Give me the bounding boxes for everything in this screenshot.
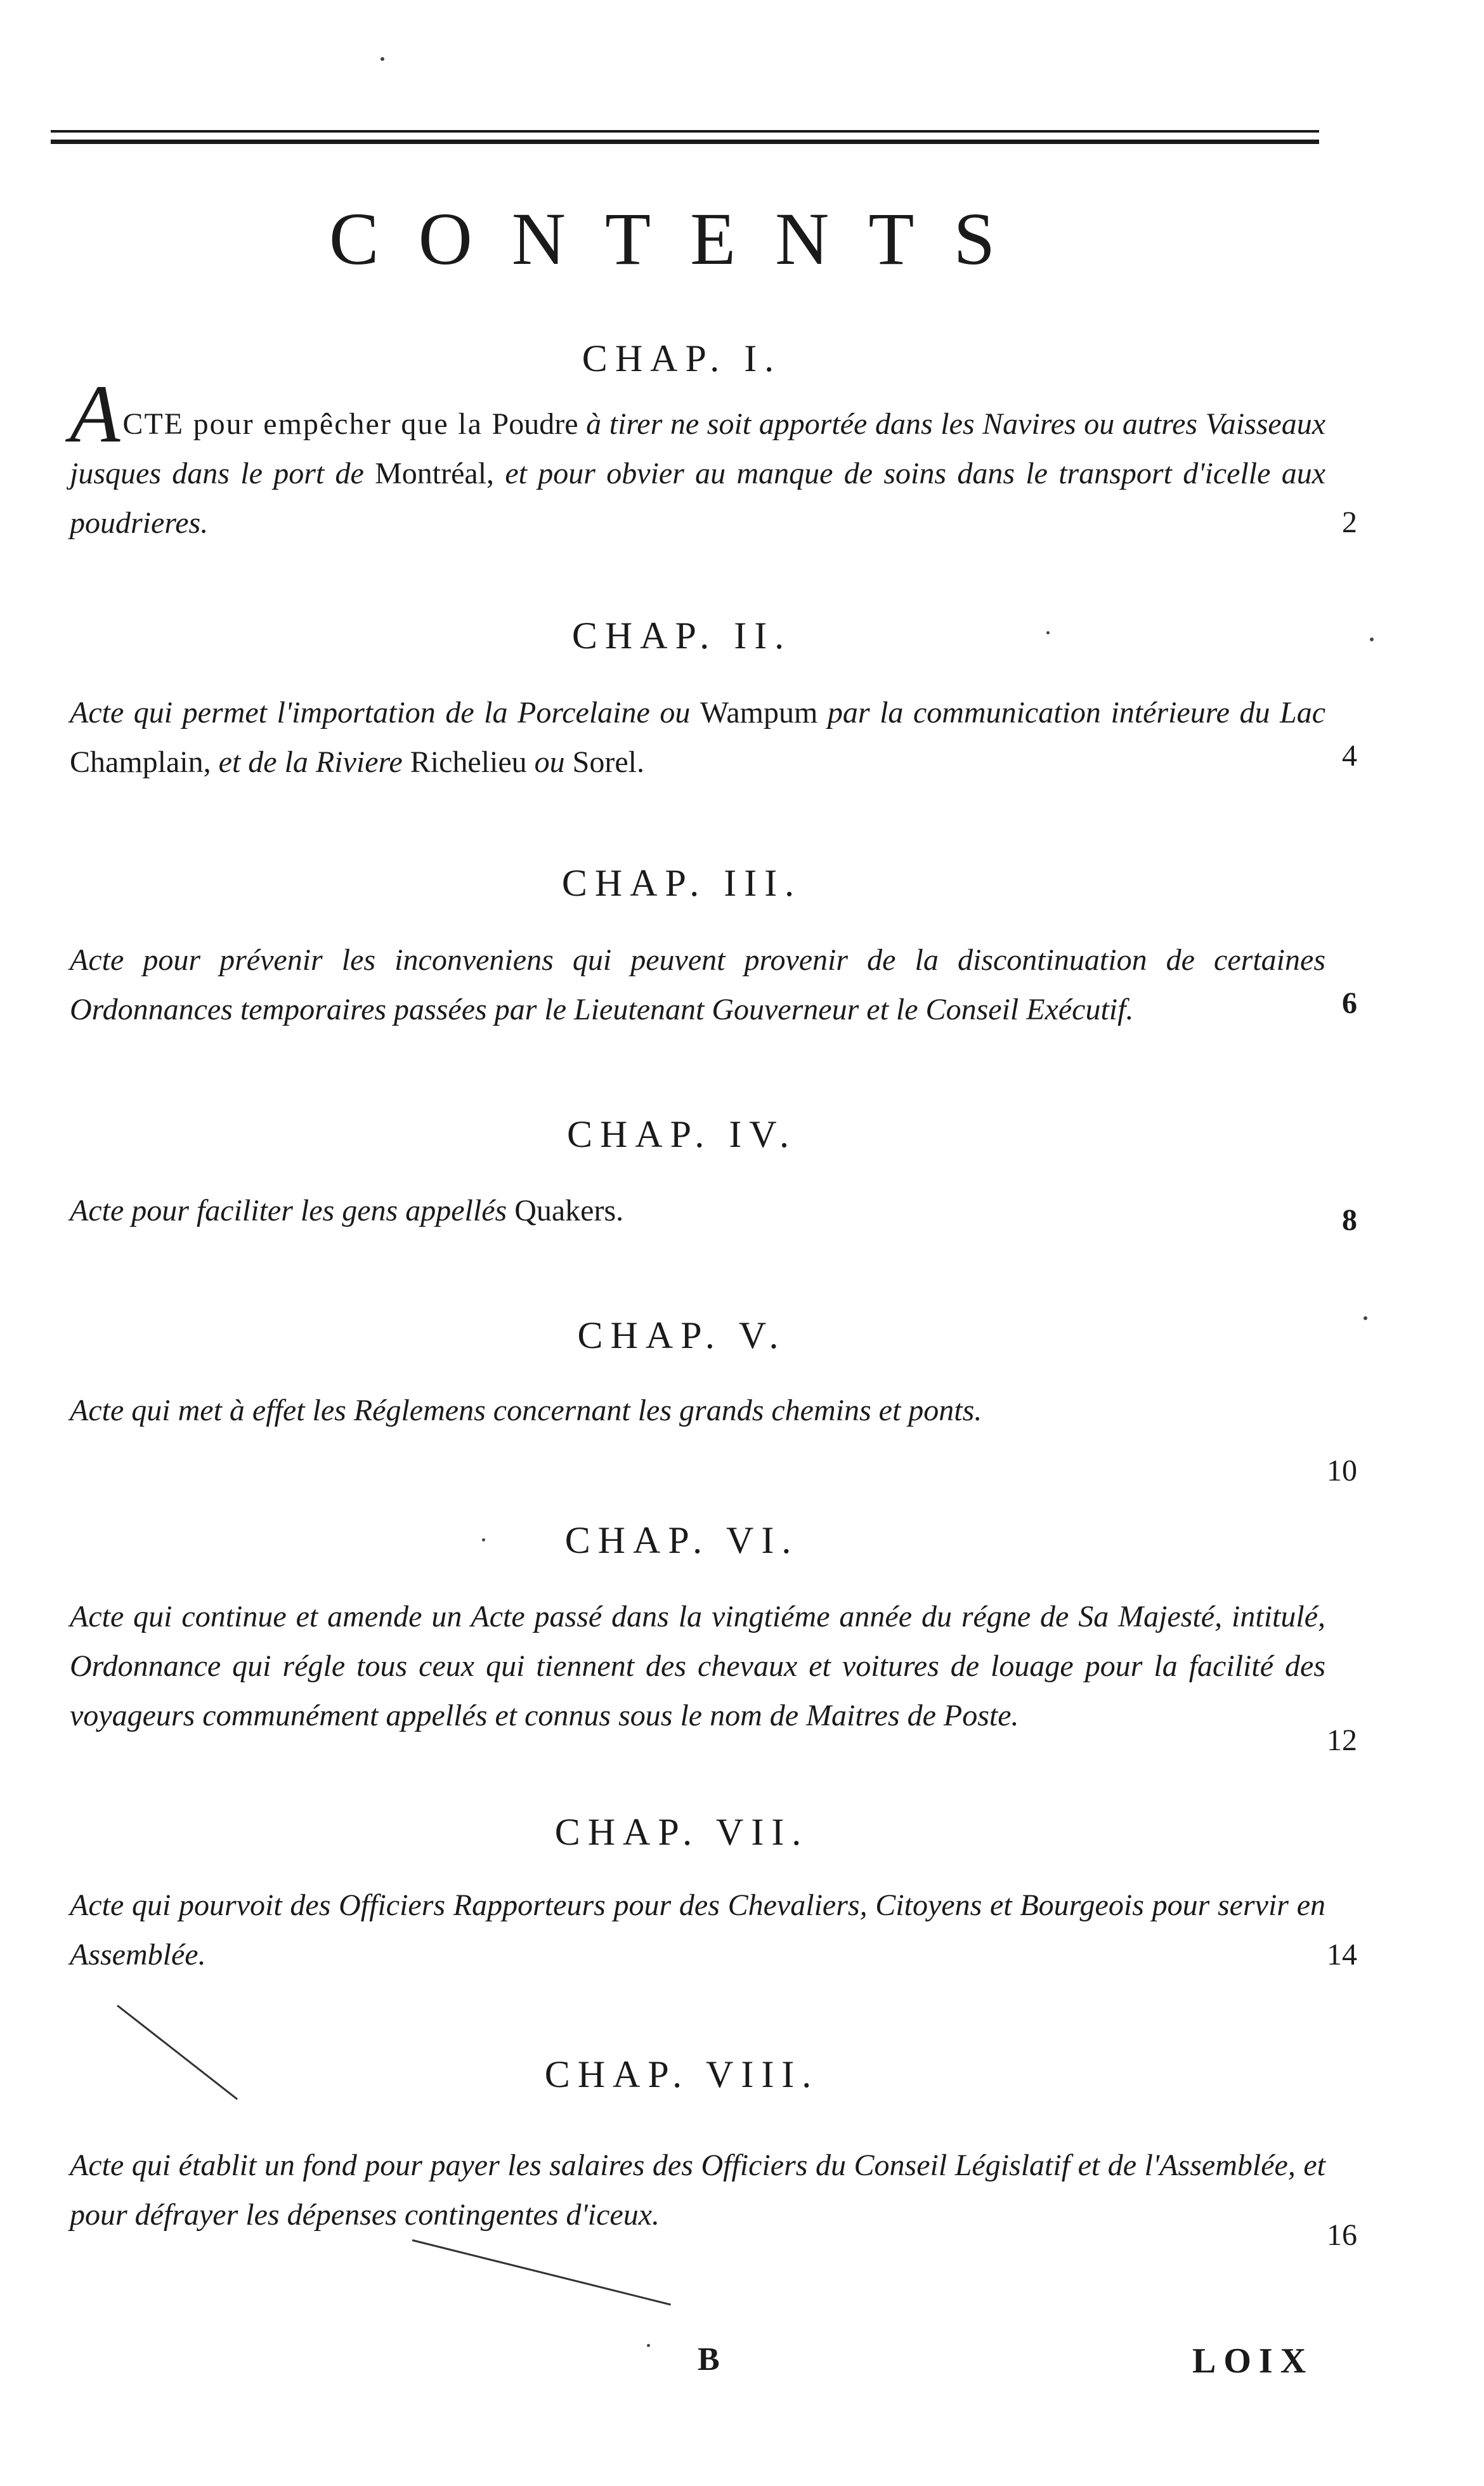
page-number: 10 [1327, 1454, 1357, 1488]
page-number: 14 [1327, 1938, 1357, 1972]
ink-speck [1046, 631, 1050, 634]
page-title: CONTENTS [329, 197, 1035, 280]
chapter-heading: CHAP. V. [577, 1314, 786, 1356]
chapter-entry: Acte qui met à effet les Réglemens concernant les grands chemins et ponts. [70, 1394, 982, 1427]
chapter-heading: CHAP. VIII. [544, 2053, 819, 2095]
ink-speck [1364, 1316, 1367, 1320]
page-number: 4 [1342, 739, 1357, 773]
ink-speck [381, 57, 384, 61]
chapter-entry: Acte qui permet l'importation de la Porcelaine ou Wampum par la communication intérieure du Lac Champlain, et de la Riviere Richelieu ou Sorel. [70, 696, 1326, 779]
chapter-heading: CHAP. I. [582, 337, 782, 379]
chapter-entry: Acte qui établit un fond pour payer les salaires des Officiers du Conseil Législatif et de l'Assemblée, et pour défrayer les dépenses contingentes d'iceux. [70, 2149, 1325, 2232]
ink-speck [1370, 638, 1374, 641]
chapter-heading: CHAP. III. [561, 862, 802, 904]
chapter-entry: Acte pour prévenir les inconveniens qui peuvent provenir de la discontinuation de certaines Ordonnances temporaires passées par le Lieutenant Gouverneur et le Conseil Exécutif. [70, 943, 1325, 1026]
page-number: 6 [1342, 986, 1357, 1020]
chapter-entry: Acte pour faciliter les gens appellés Quakers. [70, 1194, 624, 1227]
ink-speck [482, 1538, 485, 1541]
chapter-heading: CHAP. VI. [564, 1519, 799, 1561]
page-number: 8 [1342, 1203, 1357, 1237]
page-number: 2 [1342, 506, 1357, 539]
chapter-heading: CHAP. IV. [567, 1113, 797, 1155]
header-rule [51, 130, 1319, 144]
drop-cap: A [70, 369, 120, 460]
ink-speck [647, 2344, 650, 2347]
page-number: 12 [1327, 1724, 1357, 1757]
chapter-entry: ACTE pour empêcher que la Poudre à tirer ne soit apportée dans les Navires ou autres Vaisseaux jusques dans le port de Montréal, et pour obvier au manque de soins dans le transport d'icelle aux poudrieres. [70, 369, 1326, 540]
chapter-heading: CHAP. II. [571, 615, 792, 657]
page-number: 16 [1327, 2218, 1357, 2252]
chapter-entry: Acte qui pourvoit des Officiers Rapporteurs pour des Chevaliers, Citoyens et Bourgeois pour servir en Assemblée. [70, 1888, 1325, 1972]
chapter-heading: CHAP. VII. [554, 1811, 809, 1853]
stray-pen-mark [412, 2239, 671, 2306]
chapter-entry: Acte qui continue et amende un Acte passé dans la vingtiéme année du régne de Sa Majesté, intitulé, Ordonnance qui régle tous ceux qui tiennent des chevaux et voitures de louage pour la facilité des voyageurs communément appellés et connus sous le nom de Maitres de Poste. [70, 1600, 1325, 1732]
catchword: LOIX [1192, 2341, 1314, 2381]
signature-mark: B [698, 2341, 720, 2378]
